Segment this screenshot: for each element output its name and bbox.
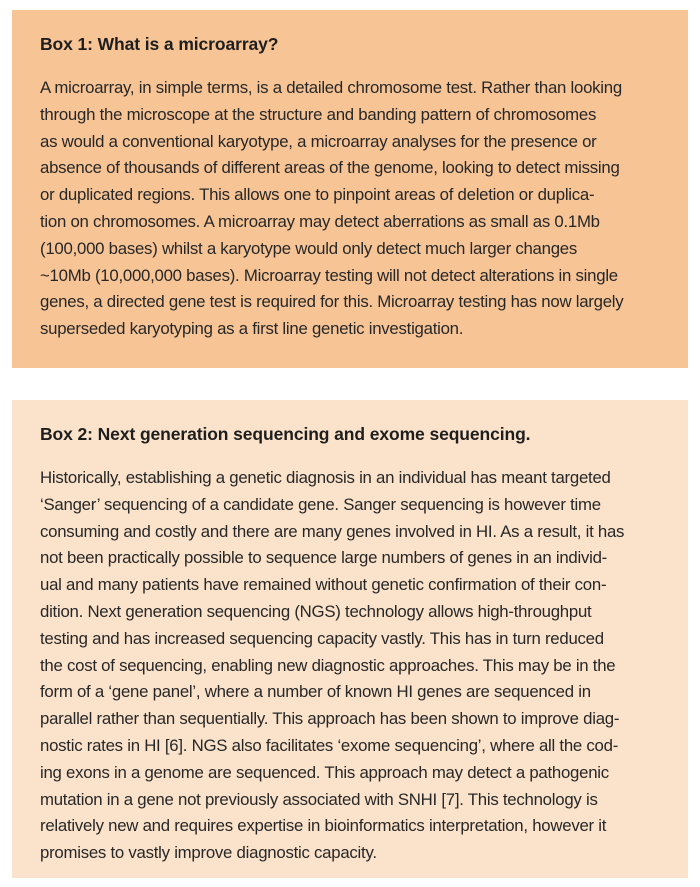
text-line: through the microscope at the structure and banding pattern of chromosomes <box>40 104 597 124</box>
text-line: the cost of sequencing, enabling new diagnostic approaches. This may be in the <box>40 655 616 675</box>
box2-title: Box 2: Next generation sequencing and exome sequencing. <box>40 424 531 444</box>
text-line: superseded karyotyping as a first line genetic investigation. <box>40 319 464 339</box>
text-line: Historically, establishing a genetic diagnosis in an individual has meant targeted <box>40 468 611 487</box>
text-line: (100,000 bases) whilst a karyotype would only detect much larger changes <box>40 238 578 258</box>
text-line: absence of thousands of different areas of the genome, looking to detect missing <box>40 158 620 178</box>
text-line: ‘Sanger’ sequencing of a candidate gene. Sanger sequencing is however time <box>40 494 601 514</box>
text-line: form of a ‘gene panel’, where a number of known HI genes are sequenced in <box>40 682 591 702</box>
text-line: nostic rates in HI [6]. NGS also facilitates ‘exome sequencing’, where all the cod- <box>40 735 619 755</box>
text-line: ing exons in a genome are sequenced. This approach may detect a pathogenic <box>40 762 609 782</box>
text-line: A microarray, in simple terms, is a detailed chromosome test. Rather than looking <box>40 78 622 97</box>
text-line: promises to vastly improve diagnostic capacity. <box>40 843 377 863</box>
text-line: ual and many patients have remained without genetic confirmation of their con- <box>40 575 607 595</box>
text-line: tion on chromosomes. A microarray may detect aberrations as small as 0.1Mb <box>40 211 600 231</box>
box1-title: Box 1: What is a microarray? <box>40 34 279 54</box>
text-line: relatively new and requires expertise in bioinformatics interpretation, however it <box>40 816 607 836</box>
text-line: or duplicated regions. This allows one to pinpoint areas of deletion or duplica- <box>40 185 595 205</box>
text-line: genes, a directed gene test is required for this. Microarray testing has now largely <box>40 292 624 312</box>
text-line: consuming and costly and there are many genes involved in HI. As a result, it has <box>40 521 625 541</box>
box2-body-text <box>40 465 662 867</box>
text-line: not been practically possible to sequence large numbers of genes in an individ- <box>40 548 608 568</box>
text-line: ~10Mb (10,000,000 bases). Microarray testing will not detect alterations in single <box>40 265 618 285</box>
text-line: testing and has increased sequencing capacity vastly. This has in turn reduced <box>40 628 604 648</box>
box1-body-text <box>40 75 662 343</box>
info-box-microarray <box>12 10 688 368</box>
text-line: dition. Next generation sequencing (NGS) technology allows high-throughput <box>40 601 592 621</box>
text-line: parallel rather than sequentially. This approach has been shown to improve diag- <box>40 709 620 729</box>
info-box-ngs-exome <box>12 400 688 878</box>
text-line: as would a conventional karyotype, a microarray analyses for the presence or <box>40 131 597 151</box>
text-line: mutation in a gene not previously associated with SNHI [7]. This technology is <box>40 789 598 809</box>
